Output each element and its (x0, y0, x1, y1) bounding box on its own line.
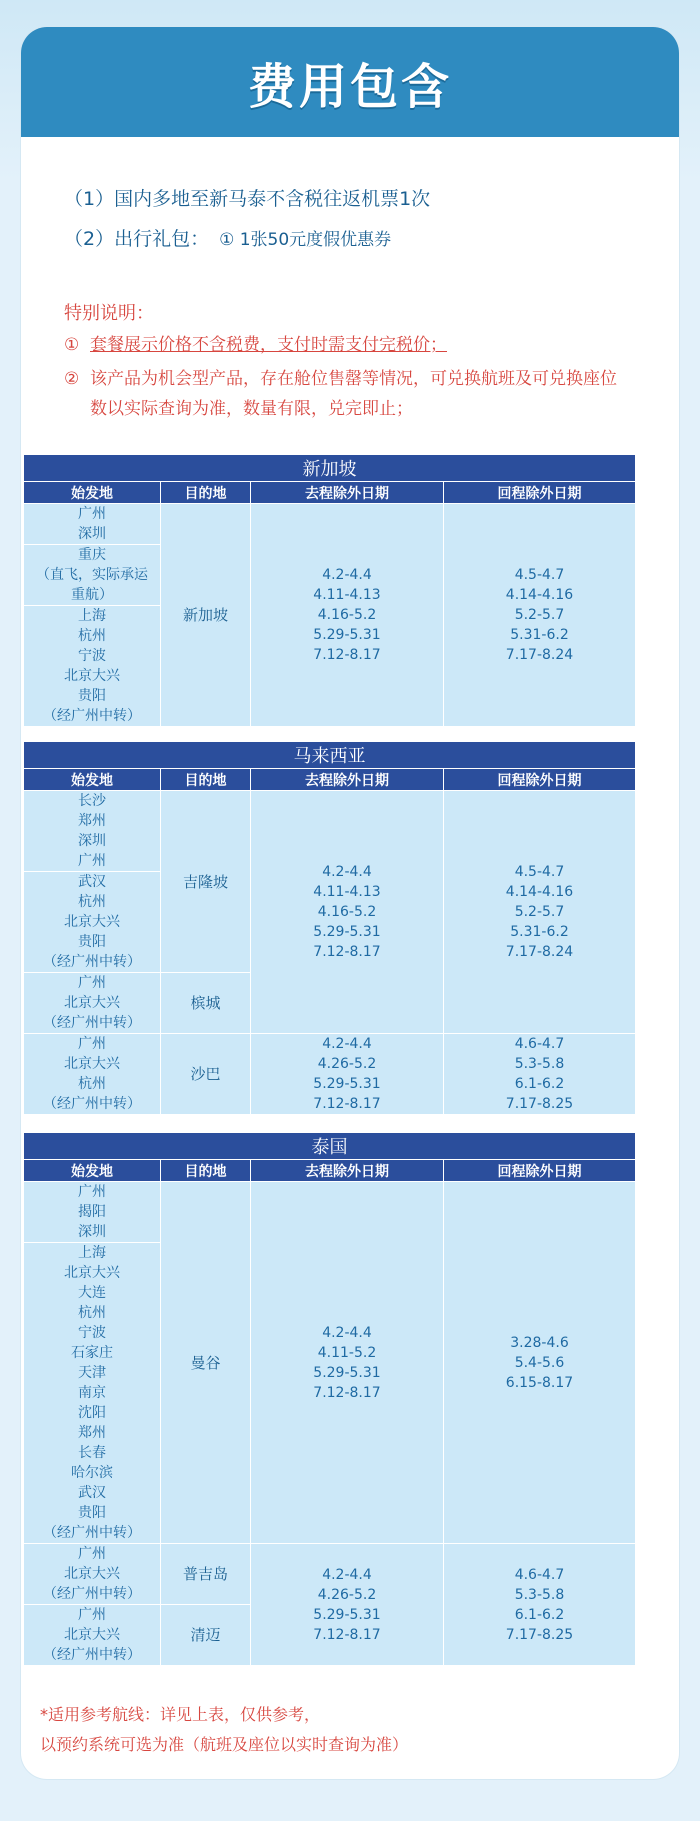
destination-cell: 槟城 (161, 973, 251, 1034)
date-range: 6.1-6.2 (514, 1606, 565, 1623)
page-title: 费用包含 (247, 58, 452, 115)
country-header: 新加坡 (24, 455, 636, 482)
date-range: 5.29-5.31 (313, 1606, 381, 1623)
date-range: 7.12-8.17 (313, 944, 381, 960)
date-range: 5.29-5.31 (313, 1076, 381, 1092)
date-range: 4.6-4.7 (514, 1036, 565, 1052)
include-item-2 (64, 227, 679, 252)
date-range: 4.2-4.4 (322, 864, 372, 880)
outbound-dates (251, 504, 444, 727)
footer-note-line-2: 以预约系统可选为准（航班及座位以实时查询为准） (40, 1735, 409, 1754)
footer-note (40, 1700, 640, 1760)
outbound-dates (251, 1544, 444, 1666)
date-range: 4.14-4.16 (505, 884, 574, 900)
origin-cell (24, 1182, 161, 1243)
origin-city: 北京大兴 (64, 914, 120, 930)
origin-city: 沈阳 (78, 1405, 106, 1421)
return-dates (444, 791, 636, 1034)
date-range: 4.5-4.7 (514, 864, 565, 880)
date-range: 4.11-4.13 (313, 587, 381, 603)
origin-city: （经广州中转） (43, 1525, 141, 1541)
origin-city: 大连 (78, 1285, 106, 1301)
date-range: 7.12-8.17 (313, 1626, 381, 1643)
origin-city: 北京大兴 (64, 1265, 120, 1281)
date-range: 7.12-8.17 (313, 647, 381, 663)
date-range: 7.12-8.17 (313, 1384, 381, 1401)
origin-city: （经广州中转） (43, 1096, 141, 1112)
date-range: 6.1-6.2 (514, 1076, 565, 1092)
origin-city: 贵阳 (78, 688, 106, 704)
date-range: 5.3-5.8 (514, 1586, 565, 1603)
date-range: 5.2-5.7 (514, 904, 565, 920)
origin-city: 杭州 (78, 894, 106, 910)
origin-city: 郑州 (78, 813, 106, 829)
date-range: 4.5-4.7 (514, 567, 565, 583)
origin-city: 广州 (78, 1036, 106, 1052)
note-number: ① (64, 335, 80, 355)
origin-city: 深圳 (78, 1224, 106, 1240)
date-range: 5.2-5.7 (514, 607, 565, 623)
date-range: 4.26-5.2 (317, 1586, 377, 1603)
origin-city: 北京大兴 (64, 1056, 120, 1072)
origin-city: 重庆 (78, 547, 106, 563)
date-range: 7.17-8.25 (505, 1096, 574, 1112)
origin-cell (24, 973, 161, 1034)
note-text: 该产品为机会型产品，存在舱位售罄等情况，可兑换航班及可兑换座位 (90, 369, 617, 389)
col-origin: 始发地 (24, 1160, 161, 1182)
date-range: 7.17-8.24 (505, 647, 574, 663)
origin-city: 杭州 (78, 1305, 106, 1321)
singapore-table (23, 454, 635, 727)
date-range: 4.11-5.2 (317, 1344, 377, 1361)
origin-city: 天津 (78, 1365, 106, 1381)
date-range: 4.2-4.4 (322, 567, 372, 583)
origin-city: （经广州中转） (43, 1586, 141, 1602)
col-destination: 目的地 (161, 769, 251, 791)
date-range: 5.31-6.2 (510, 924, 569, 940)
outbound-dates (251, 1034, 444, 1115)
origin-cell (24, 1544, 161, 1605)
footer-note-line-1: *适用参考航线：详见上表，仅供参考， (40, 1705, 321, 1724)
outbound-dates (251, 791, 444, 1034)
col-return-excluded: 回程除外日期 (444, 1160, 636, 1182)
origin-city: 石家庄 (71, 1345, 113, 1361)
date-range: 7.12-8.17 (313, 1096, 381, 1112)
destination-cell: 沙巴 (161, 1034, 251, 1115)
origin-city: 上海 (78, 608, 106, 624)
origin-cell (24, 1605, 161, 1666)
country-header: 泰国 (24, 1133, 636, 1160)
col-origin: 始发地 (24, 482, 161, 504)
outbound-dates (251, 1182, 444, 1544)
country-header: 马来西亚 (24, 742, 636, 769)
origin-city: 长春 (78, 1445, 106, 1461)
origin-cell (24, 606, 161, 727)
gift-coupon: ① 1张50元度假优惠券 (219, 230, 392, 250)
origin-city: 哈尔滨 (71, 1465, 113, 1481)
origin-city: （经广州中转） (43, 708, 141, 724)
col-destination: 目的地 (161, 1160, 251, 1182)
col-destination: 目的地 (161, 482, 251, 504)
include-item-1: （1）国内多地至新马泰不含税往返机票1次 (64, 188, 431, 210)
origin-city: 北京大兴 (64, 995, 120, 1011)
date-range: 4.6-4.7 (514, 1566, 565, 1583)
destination-cell: 普吉岛 (161, 1544, 251, 1605)
origin-city: 北京大兴 (64, 1627, 120, 1643)
special-note-2 (64, 364, 679, 424)
origin-city: 广州 (78, 975, 106, 991)
col-outbound-excluded: 去程除外日期 (251, 1160, 444, 1182)
origin-city: 长沙 (78, 793, 106, 809)
origin-city: 郑州 (78, 1425, 106, 1441)
col-return-excluded: 回程除外日期 (444, 482, 636, 504)
origin-city: 广州 (78, 1607, 106, 1623)
date-range: 5.29-5.31 (313, 924, 381, 940)
note-number: ② (64, 369, 80, 389)
origin-city: 宁波 (78, 648, 106, 664)
date-range: 5.3-5.8 (514, 1056, 565, 1072)
destination-cell: 清迈 (161, 1605, 251, 1666)
card-header (21, 27, 679, 137)
col-outbound-excluded: 去程除外日期 (251, 769, 444, 791)
special-note-title: 特别说明： (64, 303, 154, 324)
origin-city: 武汉 (78, 874, 106, 890)
origin-city: 上海 (78, 1245, 106, 1261)
return-dates (444, 1544, 636, 1666)
malaysia-table (23, 741, 635, 1115)
content (21, 187, 679, 424)
date-range: 4.2-4.4 (322, 1036, 372, 1052)
note-text-continued: 数以实际查询为准，数量有限，兑完即止； (90, 399, 413, 419)
origin-city: 杭州 (78, 1076, 106, 1092)
date-range: 3.28-4.6 (510, 1334, 569, 1351)
origin-city: 北京大兴 (64, 1566, 120, 1582)
origin-city: 杭州 (78, 628, 106, 644)
destination-cell: 曼谷 (161, 1182, 251, 1544)
origin-cell (24, 872, 161, 973)
include-item-2-label: （2）出行礼包： (64, 228, 210, 250)
return-dates (444, 1034, 636, 1115)
date-range: 4.2-4.4 (322, 1324, 372, 1341)
date-range: 7.17-8.24 (505, 944, 574, 960)
origin-city: 广州 (78, 506, 106, 522)
destination-cell: 吉隆坡 (161, 791, 251, 973)
origin-city: （经广州中转） (43, 1015, 141, 1031)
col-origin: 始发地 (24, 769, 161, 791)
origin-city: 重航） (71, 587, 113, 603)
origin-city: 广州 (78, 1546, 106, 1562)
origin-city: 广州 (78, 1184, 106, 1200)
date-range: 4.16-5.2 (317, 607, 377, 623)
origin-city: 广州 (78, 853, 106, 869)
origin-city: （直飞，实际承运 (36, 567, 148, 583)
origin-city: 南京 (78, 1385, 106, 1401)
origin-cell (24, 504, 161, 545)
origin-city: 贵阳 (78, 934, 106, 950)
origin-cell (24, 1243, 161, 1544)
origin-city: 深圳 (78, 526, 106, 542)
date-range: 4.26-5.2 (317, 1056, 377, 1072)
origin-city: （经广州中转） (43, 954, 141, 970)
destination-cell: 新加坡 (161, 504, 251, 727)
date-range: 7.17-8.25 (505, 1626, 574, 1643)
col-return-excluded: 回程除外日期 (444, 769, 636, 791)
return-dates (444, 1182, 636, 1544)
col-outbound-excluded: 去程除外日期 (251, 482, 444, 504)
return-dates (444, 504, 636, 727)
origin-city: 贵阳 (78, 1505, 106, 1521)
special-note-1 (64, 330, 679, 360)
origin-city: 武汉 (78, 1485, 106, 1501)
date-range: 4.2-4.4 (322, 1566, 372, 1583)
date-range: 4.14-4.16 (505, 587, 574, 603)
origin-city: 深圳 (78, 833, 106, 849)
origin-cell (24, 545, 161, 606)
origin-city: 宁波 (78, 1325, 106, 1341)
date-range: 5.31-6.2 (510, 627, 569, 643)
thailand-table (23, 1132, 635, 1666)
origin-cell (24, 1034, 161, 1115)
origin-city: 北京大兴 (64, 668, 120, 684)
note-text: 套餐展示价格不含税费，支付时需支付完税价； (90, 335, 447, 355)
date-range: 6.15-8.17 (505, 1374, 574, 1391)
date-range: 4.11-4.13 (313, 884, 381, 900)
origin-city: （经广州中转） (43, 1647, 141, 1663)
date-range: 4.16-5.2 (317, 904, 377, 920)
date-range: 5.4-5.6 (514, 1354, 565, 1371)
date-range: 5.29-5.31 (313, 1364, 381, 1381)
origin-cell (24, 791, 161, 872)
date-range: 5.29-5.31 (313, 627, 381, 643)
origin-city: 揭阳 (78, 1204, 106, 1220)
